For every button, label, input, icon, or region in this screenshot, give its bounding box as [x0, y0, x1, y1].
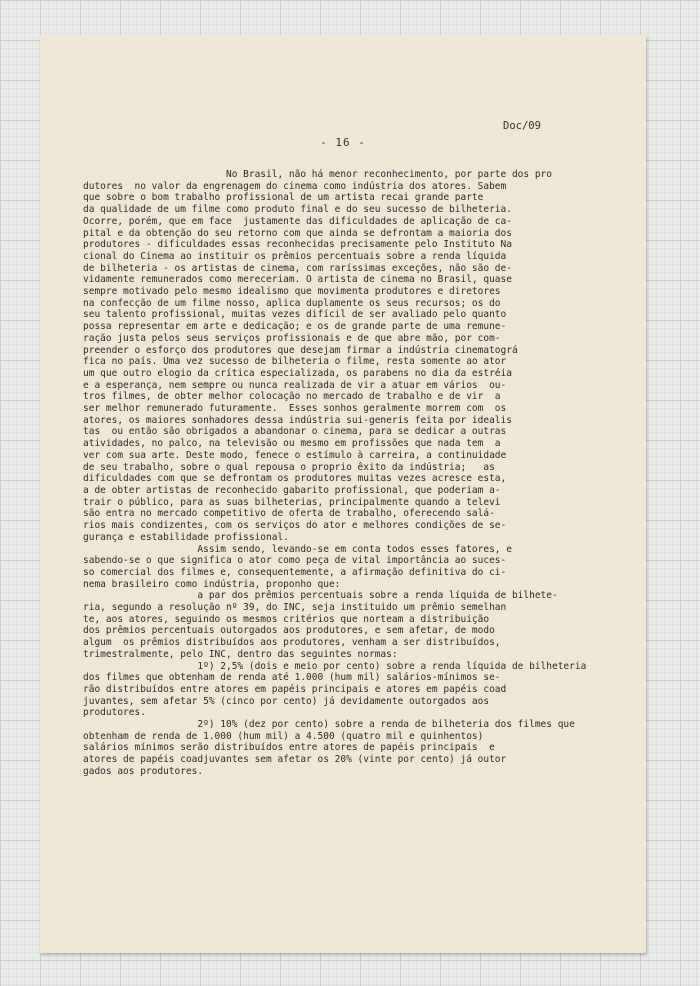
- text-line: dificuldades com que se defrontam os produtores muitas vezes acresce esta,: [83, 473, 507, 485]
- text-line: de seu trabalho, sobre o qual repousa o proprio êxito da indústria; as: [83, 461, 495, 473]
- text-line: vidamente remunerados como mereceriam. O artista de cinema no Brasil, quase: [83, 274, 512, 286]
- text-line: ser melhor remunerado futuramente. Esses sonhos geralmente morrem com os: [83, 403, 507, 415]
- text-line: trair o público, para as suas bilheterias, principalmente quando a televi: [83, 496, 501, 508]
- text-line: rão distribuídos entre atores em papéis principais e atores em papéis coad: [83, 683, 507, 695]
- text-line: sabendo-se o que significa o ator como peça de vital importância ao suces-: [83, 555, 507, 567]
- text-line: gados aos produtores.: [83, 765, 204, 777]
- text-line: sempre motivado pelo mesmo idealismo que movimenta produtores e diretores: [83, 286, 501, 298]
- text-line: dos prêmios percentuais outorgados aos produtores, e sem afetar, de modo: [83, 625, 495, 637]
- text-line: atores de papéis coadjuvantes sem afetar os 20% (vinte por cento) já outor: [83, 754, 507, 766]
- text-line: rios mais condizentes, com os serviços do ator e melhores condições de se-: [83, 520, 507, 532]
- text-line: tas ou então são obrigados a abandonar o cinema, para se dedicar a outras: [83, 426, 507, 438]
- text-line: 2º) 10% (dez por cento) sobre a renda de bilheteria dos filmes que: [83, 719, 575, 731]
- text-line: a de obter artistas de reconhecido gabarito profissional, que poderiam a-: [83, 484, 501, 496]
- text-line: 1º) 2,5% (dois e meio por cento) sobre a renda líquida de bilheteria: [83, 660, 587, 672]
- text-line: algum os prêmios distribuídos aos produtores, venham a ser distribuídos,: [83, 637, 501, 649]
- document-page: [40, 35, 646, 953]
- text-line: juvantes, sem afetar 5% (cinco por cento) já devidamente outorgados aos: [83, 695, 490, 707]
- text-line: de bilheteria - os artistas de cinema, com raríssimas exceções, não são de-: [83, 262, 512, 274]
- page-number: - 16 -: [320, 136, 366, 149]
- text-line: que sobre o bom trabalho profissional de um artista recai grande parte: [83, 192, 484, 204]
- text-line: ração justa pelos seus serviços profissionais e de que abre mão, por com-: [83, 332, 501, 344]
- text-line: na confecção de um filme nosso, aplica duplamente os seus recursos; os do: [83, 297, 501, 309]
- text-line: e a esperança, nem sempre ou nunca realizada de vir a atuar em vários ou-: [83, 379, 507, 391]
- text-line: fica no país. Uma vez sucesso de bilheteria o filme, resta somente ao ator: [83, 356, 507, 368]
- text-line: salários mínimos serão distribuídos entre atores de papéis principais e: [83, 742, 495, 754]
- text-line: possa representar em arte e dedicação; e os de grande parte de uma remune-: [83, 321, 507, 333]
- text-line: obtenham de renda de 1.000 (hum mil) a 4.500 (quatro mil e quinhentos): [83, 730, 484, 742]
- text-line: atores, os maiores sonhadores dessa indústria sui-generis feita por idealis: [83, 414, 512, 426]
- text-line: No Brasil, não há menor reconhecimento, por parte dos pro: [83, 169, 552, 180]
- text-line: Assim sendo, levando-se em conta todos esses fatores, e: [83, 543, 512, 555]
- document-reference: Doc/09: [503, 120, 541, 132]
- text-line: dos filmes que obtenham de renda até 1.000 (hum mil) salários-mínimos se-: [83, 672, 501, 684]
- text-line: ver com sua arte. Deste modo, fenece o estímulo à carreira, a continuidade: [83, 449, 507, 461]
- text-line: a par dos prêmios percentuais sobre a renda líquida de bilhete-: [83, 590, 558, 602]
- text-line: pital e da obtenção do seu retorno com que ainda se defrontam a maioria dos: [83, 227, 512, 239]
- text-line: produtores - dificuldades essas reconhecidas precisamente pelo Instituto Na: [83, 239, 512, 251]
- text-line: produtores.: [83, 707, 146, 719]
- text-line: te, aos atores, seguindo os mesmos critérios que norteam a distribuição: [83, 613, 490, 625]
- text-line: tros filmes, de obter melhor colocação no mercado de trabalho e de vir a: [83, 391, 501, 403]
- text-line: da qualidade de um filme como produto final e do seu sucesso de bilheteria.: [83, 204, 512, 216]
- text-line: são entra no mercado competitivo de oferta de trabalho, oferecendo salá-: [83, 508, 495, 520]
- text-line: ria, segundo a resolução nº 39, do INC, seja instituido um prêmio semelhan: [83, 602, 507, 614]
- text-line: nema brasileiro como indústria, proponho que:: [83, 578, 341, 590]
- body-text: [83, 169, 623, 778]
- text-line: Ocorre, porém, que em face justamente das dificuldades de aplicação de ca-: [83, 215, 512, 227]
- text-line: so comercial dos filmes e, consequentemente, a afirmação definitiva do ci-: [83, 566, 507, 578]
- text-line: dutores no valor da engrenagem do cinema como indústria dos atores. Sabem: [83, 180, 507, 192]
- text-line: trimestralmente, pelo INC, dentro das seguintes normas:: [83, 648, 398, 660]
- text-line: seu talento profissional, muitas vezes difícil de ser avaliado pelo quanto: [83, 309, 507, 321]
- text-line: atividades, no palco, na televisão ou mesmo em profissões que nada tem a: [83, 438, 501, 450]
- text-line: preender o esforço dos produtores que desejam firmar a indústria cinematográ: [83, 344, 518, 356]
- text-line: um que outro elogio da crítica especializada, os parabens no dia da estréia: [83, 367, 512, 379]
- text-line: cional do Cinema ao instituir os prêmios percentuais sobre a renda líquida: [83, 250, 507, 262]
- text-line: gurança e estabilidade profissional.: [83, 531, 289, 543]
